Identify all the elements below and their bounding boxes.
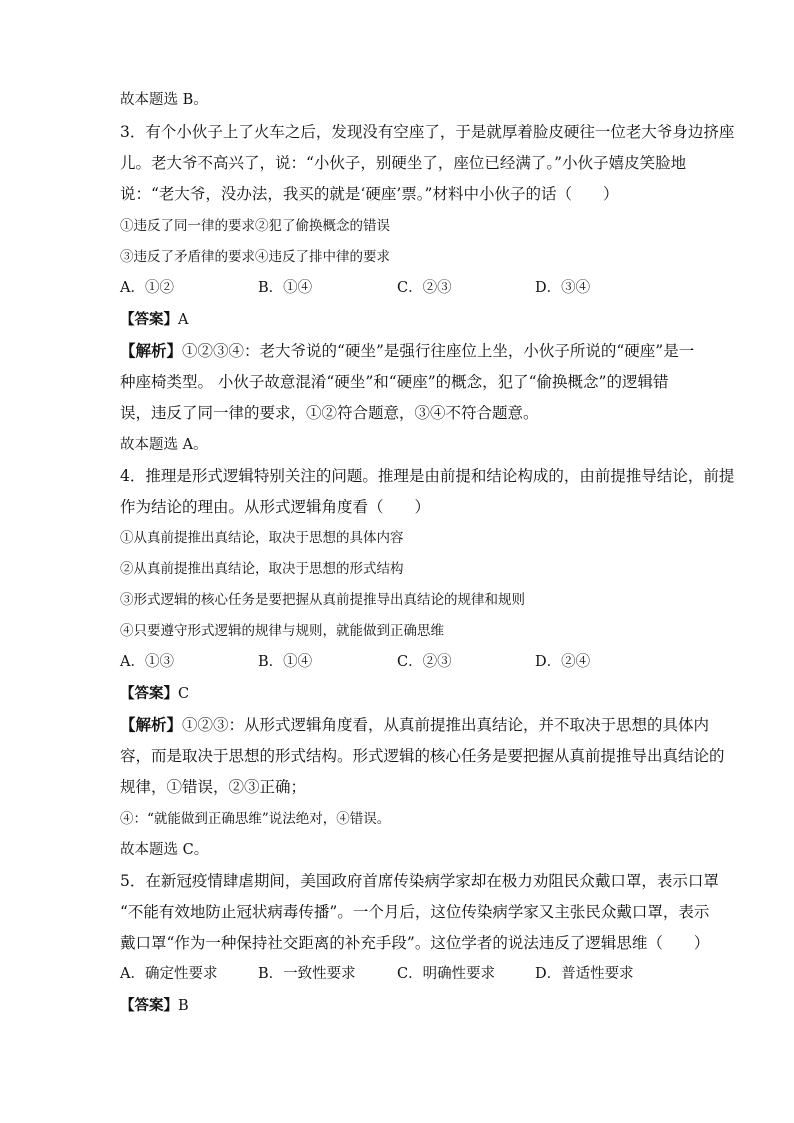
- answer-tag: 【答案】: [120, 311, 178, 328]
- q3-analysis-line-2: 种座椅类型。 小伙子故意混淆“硬坐”和“硬座”的概念，犯了“偷换概念”的逻辑错: [120, 373, 669, 391]
- answer-value: C: [178, 686, 190, 702]
- q3-statement-2: ③违反了矛盾律的要求④违反了排中律的要求: [120, 249, 390, 265]
- q3-stem-line-2: 儿。老大爷不高兴了，说：“小伙子，别硬坐了，座位已经满了。”小伙子嬉皮笑脸地: [120, 154, 687, 172]
- q5-option-b: B．一致性要求: [258, 966, 356, 982]
- q3-answer: [120, 310, 188, 330]
- q4-option-d: D．②④: [535, 654, 591, 670]
- q5-option-c: C．明确性要求: [397, 966, 496, 982]
- q4-stem-line-1: 4．推理是形式逻辑特别关注的问题。推理是由前提和结论构成的，由前提推导结论，前提: [120, 467, 735, 485]
- q4-analysis-extra: ④：“就能做到正确思维”说法绝对，④错误。: [120, 811, 391, 827]
- q3-statement-1: ①违反了同一律的要求②犯了偷换概念的错误: [120, 218, 390, 234]
- q5-stem-line-3: 戴口罩“作为一种保持社交距离的补充手段”。这位学者的说法违反了逻辑思维（ ）: [120, 934, 710, 952]
- q4-analysis-line-3: 规律，①错误，②③正确；: [120, 778, 307, 796]
- q3-option-d: D．③④: [535, 280, 591, 296]
- q4-statement-2: ②从真前提推出真结论，取决于思想的形式结构: [120, 561, 404, 577]
- q4-option-b: B．①④: [258, 654, 313, 670]
- q4-answer: [120, 684, 189, 704]
- q3-option-a: A．①②: [120, 280, 174, 296]
- q3-analysis-line-1: [120, 341, 694, 361]
- q5-answer: [120, 996, 189, 1016]
- q3-options: [120, 278, 680, 298]
- q5-stem-line-2: “不能有效地防止冠状病毒传播”。一个月后，这位传染病学家又主张民众戴口罩，表示: [120, 903, 710, 921]
- q4-statement-3: ③形式逻辑的核心任务是要把握从真前提推导出真结论的规律和规则: [120, 592, 525, 608]
- q3-stem-line-1: 3．有个小伙子上了火车之后，发现没有空座了，于是就厚着脸皮硬往一位老大爷身边挤座: [120, 123, 735, 141]
- q3-stem-line-3: 说：“老大爷，没办法，我买的就是‘硬座’票。”材料中小伙子的话（ ）: [120, 185, 619, 203]
- analysis-tag: 【解析】: [120, 341, 183, 360]
- analysis-tag: 【解析】: [120, 715, 183, 734]
- q3-option-b: B．①④: [258, 280, 313, 296]
- q5-options: [120, 964, 680, 984]
- analysis-text: ①②③：从形式逻辑角度看，从真前提推出真结论，并不取决于思想的具体内: [182, 716, 710, 734]
- answer-value: B: [178, 998, 189, 1014]
- q5-stem-line-1: 5．在新冠疫情肆虐期间，美国政府首席传染病学家却在极力劝阻民众戴口罩，表示口罩: [120, 872, 719, 890]
- q4-options: [120, 652, 680, 672]
- answer-tag: 【答案】: [120, 685, 178, 702]
- q4-stem-line-2: 作为结论的理由。从形式逻辑角度看（ ）: [120, 498, 431, 516]
- q4-option-a: A．①③: [120, 654, 174, 670]
- q4-analysis-line-2: 容，而是取决于思想的形式结构。形式逻辑的核心任务是要把握从真前提推导出真结论的: [120, 747, 725, 765]
- q3-analysis-line-3: 误，违反了同一律的要求，①②符合题意，③④不符合题意。: [120, 404, 539, 422]
- q5-option-a: A．确定性要求: [120, 966, 218, 982]
- q4-option-c: C．②③: [397, 654, 452, 670]
- q3-option-c: C．②③: [397, 280, 452, 296]
- q4-statement-1: ①从真前提推出真结论，取决于思想的具体内容: [120, 530, 404, 546]
- q4-statement-4: ④只要遵守形式逻辑的规律与规则，就能做到正确思维: [120, 623, 444, 639]
- q3-conclusion: 故本题选 A。: [120, 437, 208, 453]
- q4-conclusion: 故本题选 C。: [120, 842, 209, 858]
- answer-value: A: [178, 312, 189, 328]
- answer-tag: 【答案】: [120, 997, 178, 1014]
- q4-analysis-line-1: [120, 715, 709, 735]
- q2-conclusion: 故本题选 B。: [120, 92, 208, 108]
- q5-option-d: D．普适性要求: [535, 966, 634, 982]
- analysis-text: ①②③④：老大爷说的“硬坐”是强行往座位上坐，小伙子所说的“硬座”是一: [182, 342, 695, 360]
